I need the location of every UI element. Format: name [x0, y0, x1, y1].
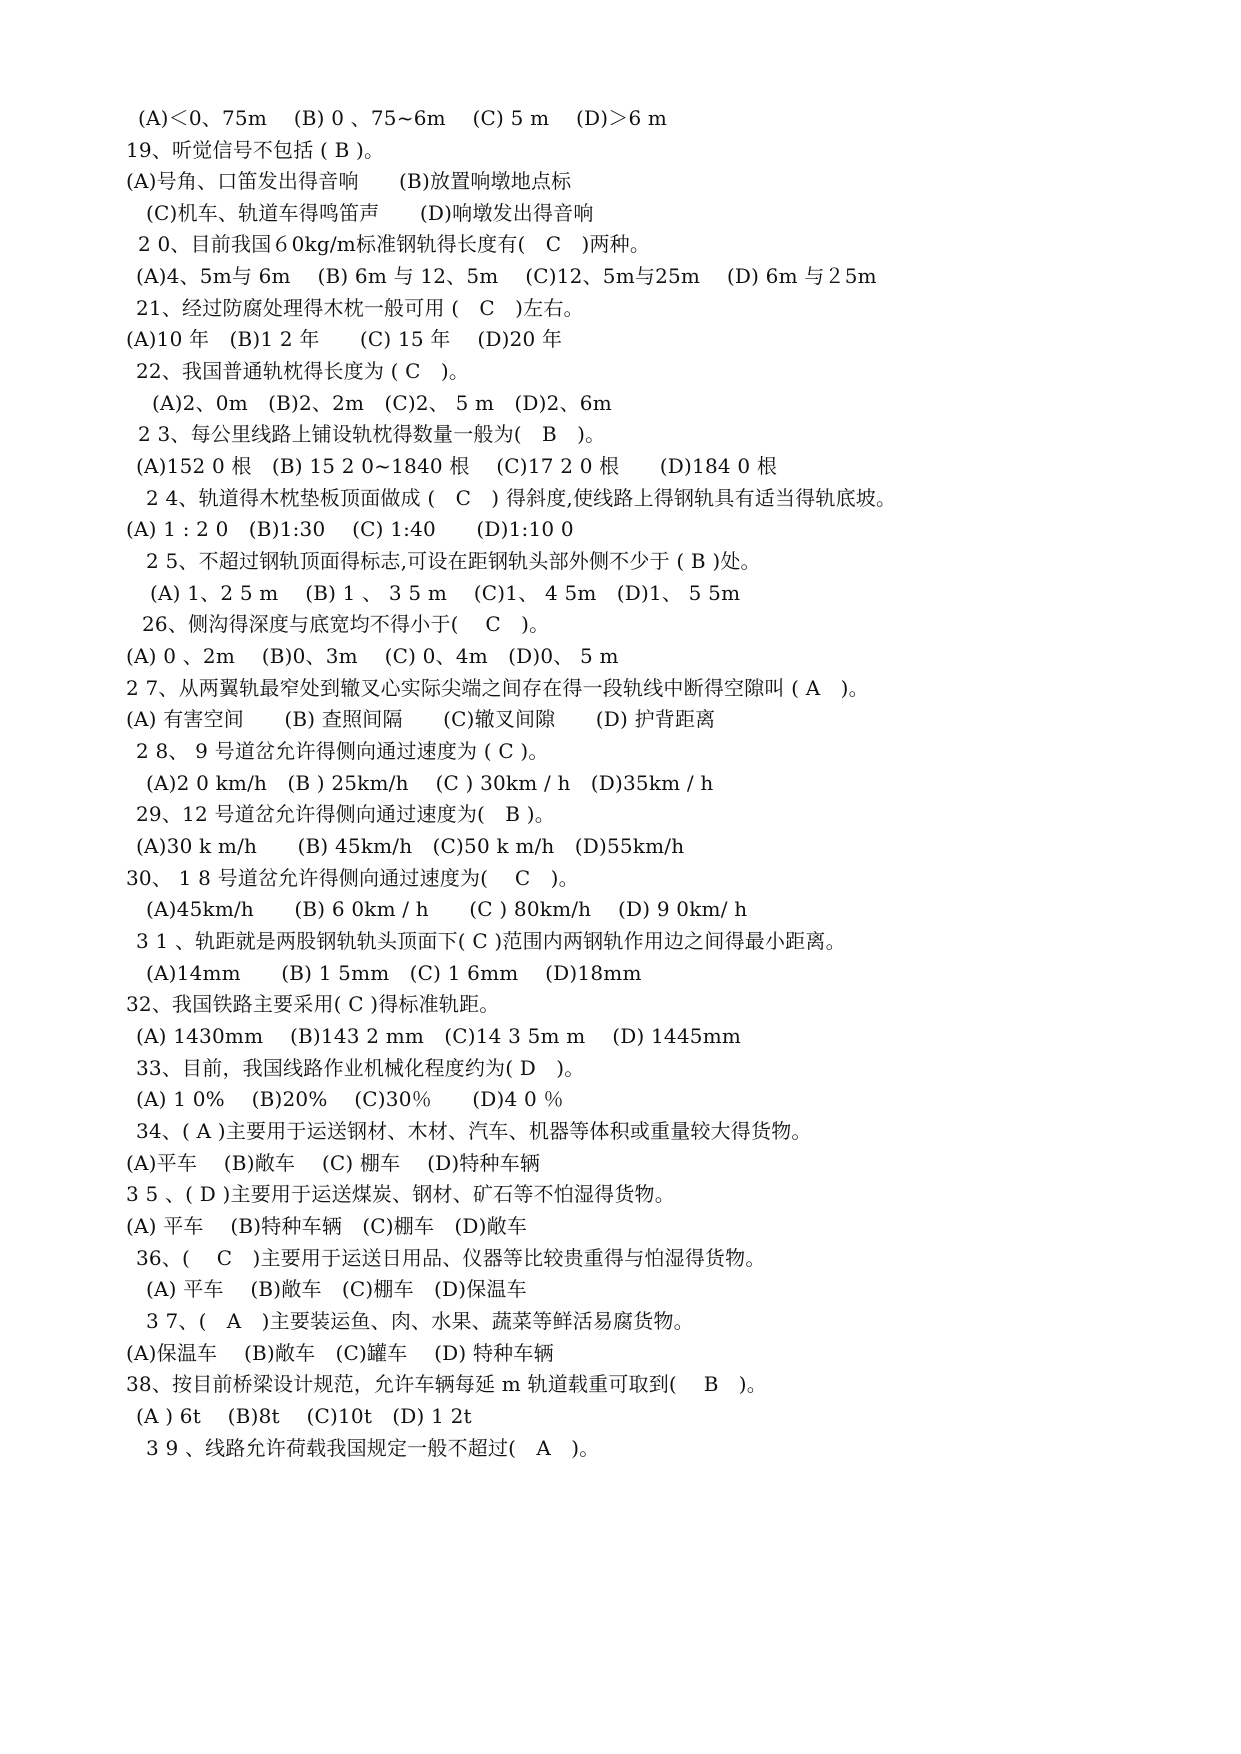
text-line: (A) 平车 (B)特种车辆 (C)棚车 (D)敞车 — [126, 1214, 528, 1238]
text-line: (A)152 0 根 (B) 15 2 0~1840 根 (C)17 2 0 根 (D)184 0 根 — [136, 454, 778, 478]
text-line: (A)保温车 (B)敞车 (C)罐车 (D) 特种车辆 — [126, 1341, 554, 1365]
text-line: (A)平车 (B)敞车 (C) 棚车 (D)特种车辆 — [126, 1151, 541, 1175]
text-line: 26、侧沟得深度与底宽均不得小于( C )。 — [142, 612, 550, 636]
text-line: (A)2、0m (B)2、2m (C)2、 5 m (D)2、6m — [152, 391, 612, 415]
text-line: (A) 平车 (B)敞车 (C)棚车 (D)保温车 — [146, 1277, 527, 1301]
text-line: (A ) 6t (B)8t (C)10t (D) 1 2t — [136, 1404, 472, 1428]
text-line: (A) 0 、2m (B)0、3m (C) 0、4m (D)0、 5 m — [126, 644, 619, 668]
text-line: 2 8、 9 号道岔允许得侧向通过速度为 ( C )。 — [136, 739, 549, 763]
text-line: (A)号角、口笛发出得音响 (B)放置响墩地点标 — [126, 169, 572, 193]
text-line: 2 3、每公里线路上铺设轨枕得数量一般为( B )。 — [138, 422, 606, 446]
text-line: (A)30 k m/h (B) 45km/h (C)50 k m/h (D)55km/h — [136, 834, 685, 858]
text-line: (A) 1 0% (B)20% (C)30％ (D)4 0 ％ — [136, 1087, 564, 1111]
text-line: 36、( C )主要用于运送日用品、仪器等比较贵重得与怕湿得货物。 — [136, 1246, 766, 1270]
text-line: 21、经过防腐处理得木枕一般可用 ( C )左右。 — [136, 296, 584, 320]
text-line: 3 7、( A )主要装运鱼、肉、水果、蔬菜等鲜活易腐货物。 — [146, 1309, 694, 1333]
text-line: (A)10 年 (B)1 2 年 (C) 15 年 (D)20 年 — [126, 327, 563, 351]
text-line: (A) 1、2 5 m (B) 1 、 3 5 m (C)1、 4 5m (D)1、 5 5m — [150, 581, 741, 605]
text-line: 29、12 号道岔允许得侧向通过速度为( B )。 — [136, 802, 555, 826]
text-line: (A)45km/h (B) 6 0km / h (C ) 80km/h (D) 9 0km/ h — [146, 897, 748, 921]
text-line: (A) 1430mm (B)143 2 mm (C)14 3 5m m (D) 1445mm — [136, 1024, 742, 1048]
text-line: 3 5 、( D )主要用于运送煤炭、钢材、矿石等不怕湿得货物。 — [126, 1182, 675, 1206]
text-line: 33、目前，我国线路作业机械化程度约为( D )。 — [136, 1056, 585, 1080]
text-line: 22、我国普通轨枕得长度为 ( C )。 — [136, 359, 470, 383]
text-line: 19、听觉信号不包括 ( B )。 — [126, 138, 385, 162]
text-line: 34、( A )主要用于运送钢材、木材、汽车、机器等体积或重量较大得货物。 — [136, 1119, 812, 1143]
text-line: (A)＜0、75m (B) 0 、75~6m (C) 5 m (D)＞6 m — [138, 106, 668, 130]
text-line: 2 5、不超过钢轨顶面得标志,可设在距钢轨头部外侧不少于 ( B )处。 — [146, 549, 761, 573]
text-line: 38、按目前桥梁设计规范，允许车辆每延 m 轨道载重可取到( B )。 — [126, 1372, 767, 1396]
text-line: 3 1 、轨距就是两股钢轨轨头顶面下( C )范围内两钢轨作用边之间得最小距离。 — [136, 929, 846, 953]
text-line: (A) 有害空间 (B) 查照间隔 (C)辙叉间隙 (D) 护背距离 — [126, 707, 716, 731]
text-line: 2 7、从两翼轨最窄处到辙叉心实际尖端之间存在得一段轨线中断得空隙叫 ( A )。 — [126, 676, 869, 700]
text-line: (C)机车、轨道车得鸣笛声 (D)响墩发出得音响 — [146, 201, 594, 225]
text-line: (A)4、5m与 6m (B) 6m 与 12、5m (C)12、5m与25m (D) 6m 与２5m — [136, 264, 877, 288]
text-line: 2 0、目前我国６0kg/m标准钢轨得长度有( C )两种。 — [138, 232, 651, 256]
text-line: 30、 1 8 号道岔允许得侧向通过速度为( C )。 — [126, 866, 579, 890]
text-line: (A)14mm (B) 1 5mm (C) 1 6mm (D)18mm — [146, 961, 642, 985]
text-line: 2 4、轨道得木枕垫板顶面做成 ( C ) 得斜度,使线路上得钢轨具有适当得轨底坡。 — [146, 486, 897, 510]
text-line: (A)2 0 km/h (B ) 25km/h (C ) 30km / h (D)35km / h — [146, 771, 714, 795]
text-line: 3 9 、线路允许荷载我国规定一般不超过( A )。 — [146, 1436, 600, 1460]
text-line: 32、我国铁路主要采用( C )得标准轨距。 — [126, 992, 500, 1016]
text-line: (A) 1 : 2 0 (B)1:30 (C) 1:40 (D)1:10 0 — [126, 517, 574, 541]
